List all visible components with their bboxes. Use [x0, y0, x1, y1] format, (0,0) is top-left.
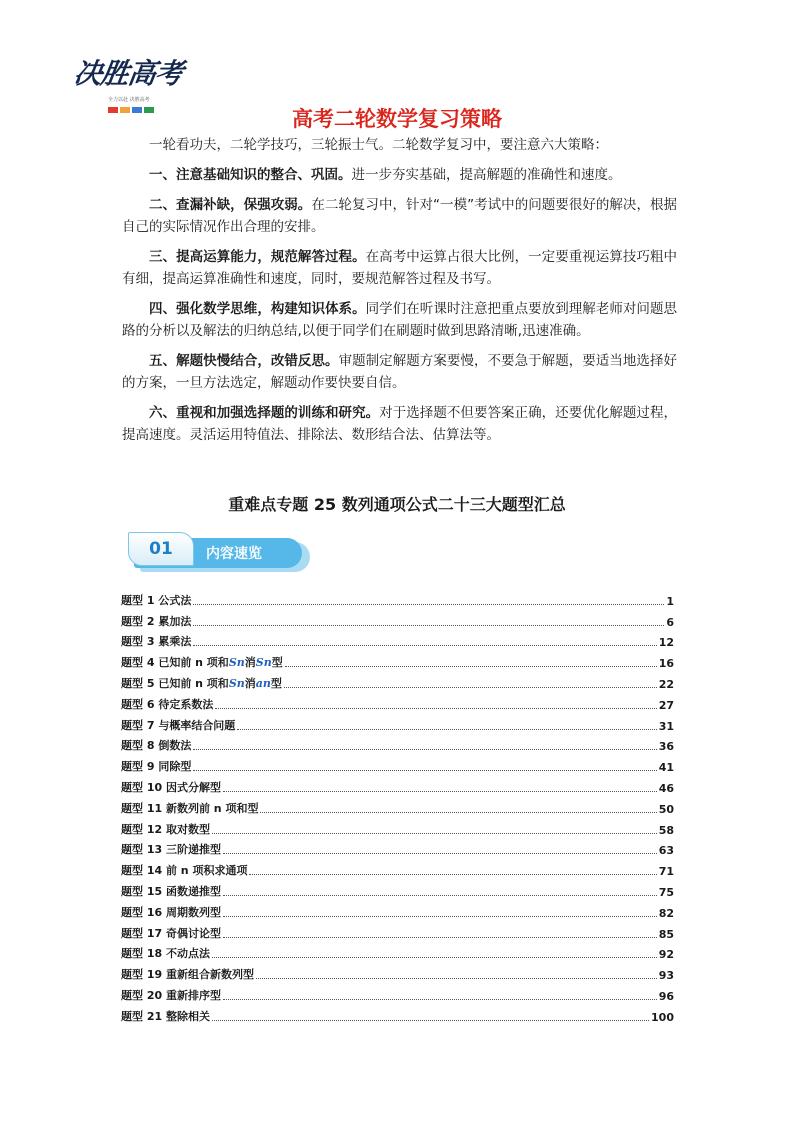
logo-text: 决胜高考	[71, 57, 185, 90]
toc-label-text: 题型 7 与概率结合问题	[121, 718, 236, 732]
toc-page-number: 50	[658, 802, 674, 816]
toc-page-number: 12	[658, 636, 674, 650]
toc-entry[interactable]	[121, 629, 674, 650]
toc-page-number: 75	[658, 885, 674, 899]
toc-leader-dots	[193, 604, 664, 605]
toc-entry-label	[121, 925, 221, 941]
toc-page-number: 85	[658, 927, 674, 941]
toc-entry[interactable]	[121, 691, 674, 712]
toc-label-text: 题型 13 三阶递推型	[121, 843, 221, 857]
toc-label-text: 题型 2 累加法	[121, 614, 192, 628]
toc-label-text: 题型 11 新数列前 n 项和型	[121, 801, 259, 815]
toc-leader-dots	[223, 853, 657, 854]
toc-entry[interactable]	[121, 608, 674, 629]
toc-label-text: 消	[244, 676, 256, 690]
toc-entry[interactable]	[121, 857, 674, 878]
toc-entry[interactable]	[121, 753, 674, 774]
toc-leader-dots	[223, 895, 657, 896]
paragraph-text: 在二轮复习中，针对“一模”考试中的问题要很好的解决，根据自己的实际情况作出合理的安排。	[122, 197, 677, 235]
toc-entry[interactable]	[121, 961, 674, 982]
toc-math-variable: an	[255, 676, 271, 690]
toc-page-number: 22	[658, 677, 674, 691]
toc-entry-label	[121, 904, 221, 920]
toc-label-text: 题型 17 奇偶讨论型	[121, 926, 221, 940]
toc-page-number: 96	[658, 989, 674, 1003]
intro-paragraph	[122, 134, 677, 156]
toc-page-number: 93	[658, 969, 674, 983]
toc-math-variable: Sn	[255, 656, 272, 670]
paragraph-heading: 六、重视和加强选择题的训练和研究。	[149, 405, 380, 421]
toc-entry-label	[121, 779, 221, 795]
toc-leader-dots	[212, 833, 657, 834]
contents-banner	[128, 532, 312, 576]
toc-page-number: 71	[658, 865, 674, 879]
toc-leader-dots	[223, 916, 657, 917]
toc-label-text: 题型 8 倒数法	[121, 739, 192, 753]
toc-label-text: 题型 20 重新排序型	[121, 988, 221, 1002]
toc-entry[interactable]	[121, 795, 674, 816]
toc-page-number: 36	[658, 740, 674, 754]
toc-label-text: 题型 16 周期数列型	[121, 905, 221, 919]
toc-page-number: 63	[658, 844, 674, 858]
intro-paragraph	[122, 194, 677, 238]
toc-entry-label	[121, 613, 191, 629]
table-of-contents	[121, 587, 674, 1024]
toc-entry-label	[121, 654, 283, 670]
toc-entry[interactable]	[121, 649, 674, 670]
toc-entry[interactable]	[121, 816, 674, 837]
toc-page-number: 82	[658, 906, 674, 920]
toc-entry-label	[121, 633, 191, 649]
toc-page-number: 46	[658, 781, 674, 795]
toc-math-variable: Sn	[228, 656, 245, 670]
toc-entry-label	[121, 821, 210, 837]
paragraph-text: 对于选择题不但要答案正确，还要优化解题过程，提高速度。灵活运用特值法、排除法、数形结合法、估算法等。	[122, 405, 678, 443]
toc-math-variable: Sn	[228, 676, 245, 690]
toc-page-number: 6	[666, 615, 674, 629]
logo-subtext: 全力以赴 决胜高考	[108, 97, 150, 103]
toc-page-number: 16	[658, 657, 674, 671]
toc-label-text: 题型 15 函数递推型	[121, 884, 221, 898]
paragraph-text: 同学们在听课时注意把重点要放到理解老师对问题思路的分析以及解法的归纳总结,以便于同学们在刷题时做到思路清晰,迅速准确。	[122, 301, 678, 339]
toc-label-text: 题型 14 前 n 项积求通项	[121, 864, 248, 878]
toc-leader-dots	[223, 791, 657, 792]
toc-label-text: 题型 3 累乘法	[121, 635, 192, 649]
toc-entry[interactable]	[121, 878, 674, 899]
toc-entry-label	[121, 800, 258, 816]
toc-page-number: 100	[651, 1010, 674, 1024]
toc-entry[interactable]	[121, 587, 674, 608]
toc-leader-dots	[237, 729, 656, 730]
toc-entry-label	[121, 737, 191, 753]
paragraph-heading: 三、提高运算能力，规范解答过程。	[149, 249, 366, 265]
toc-entry-label	[121, 675, 282, 691]
toc-entry[interactable]	[121, 920, 674, 941]
intro-paragraph	[122, 350, 677, 394]
toc-entry-label	[121, 945, 210, 961]
toc-leader-dots	[193, 645, 656, 646]
paragraph-text: 审题制定解题方案要慢，不要急于解题，要适当地选择好的方案，一旦方法选定，解题动作要快要自信。	[122, 353, 678, 391]
toc-leader-dots	[193, 749, 656, 750]
toc-leader-dots	[193, 625, 664, 626]
paragraph-heading: 五、解题快慢结合，改错反思。	[149, 353, 339, 369]
intro-paragraph	[122, 246, 677, 290]
toc-leader-dots	[249, 874, 656, 875]
intro-paragraph	[122, 402, 677, 446]
toc-entry-label	[121, 862, 247, 878]
toc-leader-dots	[193, 770, 656, 771]
toc-label-text: 题型 12 取对数型	[121, 822, 210, 836]
page-title: 高考二轮数学复习策略	[292, 107, 502, 131]
toc-label-text: 题型 6 待定系数法	[121, 697, 214, 711]
toc-page-number: 92	[658, 948, 674, 962]
toc-entry-label	[121, 717, 235, 733]
toc-entry[interactable]	[121, 712, 674, 733]
toc-page-number: 27	[658, 698, 674, 712]
toc-label-text: 题型 19 重新组合新数列型	[121, 968, 254, 982]
toc-label-text: 题型 9 同除型	[121, 760, 192, 774]
toc-leader-dots	[212, 1020, 649, 1021]
toc-entry-label	[121, 966, 254, 982]
toc-entry[interactable]	[121, 941, 674, 962]
toc-label-text: 题型 21 整除相关	[121, 1009, 210, 1023]
toc-entry[interactable]	[121, 1003, 674, 1024]
toc-leader-dots	[256, 978, 657, 979]
toc-entry-label	[121, 883, 221, 899]
toc-label-text: 题型 4 已知前 n 项和	[121, 656, 229, 670]
toc-label-text: 型	[270, 676, 282, 690]
intro-paragraph	[122, 164, 677, 186]
banner-number: 01	[128, 532, 194, 566]
toc-leader-dots	[223, 937, 657, 938]
toc-entry-label	[121, 592, 191, 608]
paragraph-heading: 二、查漏补缺，保强攻弱。	[149, 197, 312, 213]
toc-entry[interactable]	[121, 774, 674, 795]
toc-page-number: 41	[658, 761, 674, 775]
paragraph-heading: 四、强化数学思维，构建知识体系。	[149, 301, 366, 317]
toc-entry-label	[121, 987, 221, 1003]
toc-leader-dots	[212, 957, 657, 958]
paragraph-text: 在高考中运算占很大比例，一定要重视运算技巧粗中有细，提高运算准确性和速度，同时，要规范解答过程及书写。	[122, 249, 678, 287]
toc-entry[interactable]	[121, 982, 674, 1003]
toc-entry-label	[121, 696, 213, 712]
toc-label-text: 型	[271, 656, 283, 670]
toc-page-number: 31	[658, 719, 674, 733]
toc-entry-label	[121, 1008, 210, 1024]
toc-label-text: 题型 5 已知前 n 项和	[121, 676, 229, 690]
toc-page-number: 1	[666, 594, 674, 608]
toc-label-text: 题型 18 不动点法	[121, 947, 210, 961]
toc-entry[interactable]	[121, 670, 674, 691]
paragraph-text: 一轮看功夫，二轮学技巧，三轮振士气。二轮数学复习中，要注意六大策略：	[149, 137, 608, 153]
toc-label-text: 题型 1 公式法	[121, 593, 192, 607]
toc-leader-dots	[260, 812, 656, 813]
paragraph-heading: 一、注意基础知识的整合、巩固。	[149, 167, 352, 183]
toc-leader-dots	[285, 666, 657, 667]
paragraph-text: 进一步夯实基础，提高解题的准确性和速度。	[351, 167, 622, 183]
banner-label: 内容速览	[206, 546, 262, 562]
toc-label-text: 消	[244, 656, 256, 670]
toc-entry[interactable]	[121, 733, 674, 754]
toc-entry[interactable]	[121, 837, 674, 858]
toc-entry-label	[121, 841, 221, 857]
toc-leader-dots	[223, 999, 657, 1000]
section-title: 重难点专题 25 数列通项公式二十三大题型汇总	[228, 495, 566, 514]
toc-entry[interactable]	[121, 899, 674, 920]
intro-paragraph	[122, 298, 677, 342]
toc-entry-label	[121, 758, 191, 774]
intro-section	[122, 134, 677, 454]
toc-leader-dots	[215, 708, 656, 709]
toc-label-text: 题型 10 因式分解型	[121, 780, 221, 794]
toc-page-number: 58	[658, 823, 674, 837]
toc-leader-dots	[284, 687, 657, 688]
